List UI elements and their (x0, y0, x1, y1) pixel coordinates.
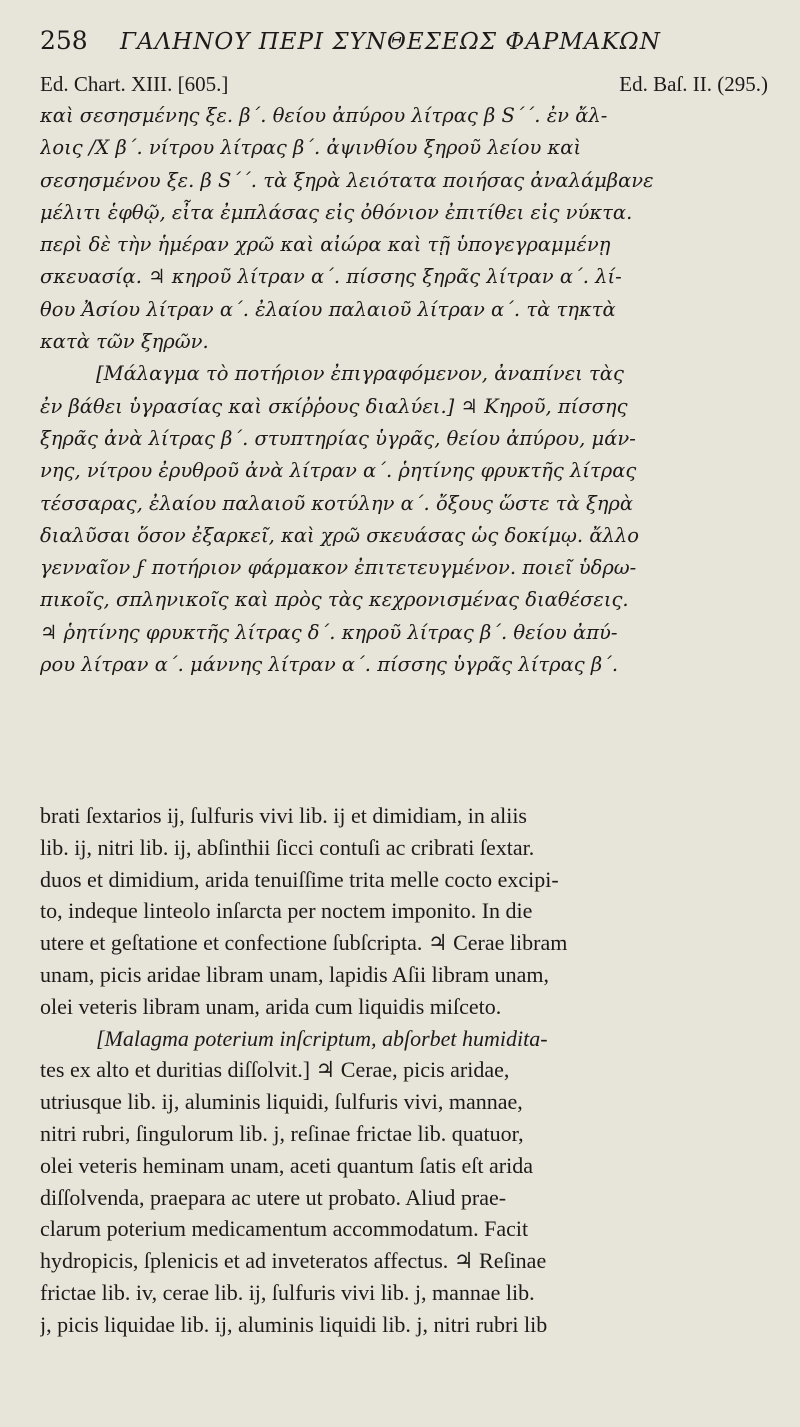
greek-line: ρου λίτραν α΄. μάννης λίτραν α΄. πίσσης ὑγρᾶς λίτρας β΄. (40, 653, 619, 677)
latin-line: tes ex alto et duritias diſſolvit.] ♃ Cerae, picis aridae, (40, 1057, 510, 1083)
greek-line: πικοῖς, σπληνικοῖς καὶ πρὸς τὰς κεχρονισμένας διαθέσεις. (40, 588, 629, 612)
latin-line: j, picis liquidae lib. ij, aluminis liquidi lib. j, nitri rubri lib (40, 1311, 548, 1337)
latin-line: frictae lib. iv, cerae lib. ij, ſulfuris vivi lib. j, mannae lib. (40, 1279, 535, 1305)
greek-line: νης, νίτρου ἐρυθροῦ ἀνὰ λίτραν α΄. ῥητίνης φρυκτῆς λίτρας (40, 459, 637, 483)
greek-line: περὶ δὲ τὴν ἡμέραν χρῶ καὶ αἰώρα καὶ τῇ ὑπογεγραμμένῃ (40, 233, 611, 257)
greek-line: σκευασίᾳ. ♃ κηροῦ λίτραν α΄. πίσσης ξηρᾶς λίτραν α΄. λί- (40, 265, 622, 289)
edition-references (40, 72, 768, 97)
latin-line: olei veteris heminam unam, aceti quantum ſatis eſt arida (40, 1152, 534, 1178)
latin-line: brati ſextarios ij, ſulfuris vivi lib. ij et dimidiam, in aliis (40, 803, 527, 828)
greek-line: κατὰ τῶν ξηρῶν. (40, 330, 209, 354)
latin-line: utere et geſtatione et confectione ſubſcripta. ♃ Cerae libram (40, 930, 568, 956)
greek-line: γενναῖον ϝ ποτήριον φάρμακον ἐπιτετευγμένον. ποιεῖ ὑδρω- (40, 556, 637, 580)
latin-text-block (40, 800, 770, 1341)
latin-line: unam, picis aridae libram unam, lapidis Aſii libram unam, (40, 961, 549, 987)
latin-line: hydropicis, ſplenicis et ad inveteratos affectus. ♃ Reſinae (40, 1248, 547, 1274)
running-title: ΓΑΛΗΝΟΥ ΠΕΡΙ ΣΥΝΘΕΣΕΩΣ ΦΑΡΜΑΚΩΝ (120, 29, 661, 55)
latin-line: olei veteris libram unam, arida cum liquidis miſceto. (40, 993, 502, 1019)
greek-line: ἐν βάθει ὑγρασίας καὶ σκίῤῥους διαλύει.] ♃ Κηροῦ, πίσσης (40, 394, 628, 418)
latin-line: clarum poterium medicamentum accommodatum. Facit (40, 1216, 529, 1242)
edition-chartier: Ed. Chart. XIII. [605.] (40, 72, 229, 96)
latin-line: to, indeque linteolo inſarcta per noctem imponito. In die (40, 898, 533, 924)
greek-text-block (40, 100, 770, 681)
edition-basel: Ed. Baſ. II. (295.) (619, 72, 768, 96)
greek-line: [Μάλαγμα τὸ ποτήριον ἐπιγραφόμενον, ἀναπίνει τὰς (96, 362, 624, 386)
page-number: 258 (40, 26, 88, 55)
page-header (40, 26, 760, 66)
greek-line: διαλῦσαι ὅσον ἐξαρκεῖ, καὶ χρῶ σκευάσας ὡς δοκίμῳ. ἄλλο (40, 523, 639, 547)
latin-line: utriusque lib. ij, aluminis liquidi, ſulfuris vivi, mannae, (40, 1089, 523, 1115)
greek-line: ξηρᾶς ἀνὰ λίτρας β΄. στυπτηρίας ὑγρᾶς, θείου ἀπύρου, μάν- (40, 426, 636, 450)
latin-line: duos et dimidium, arida tenuiſſime trita melle cocto excipi- (40, 866, 559, 892)
latin-line: nitri rubri, ſingulorum lib. j, reſinae frictae lib. quatuor, (40, 1120, 524, 1146)
latin-line: lib. ij, nitri lib. ij, abſinthii ſicci contuſi ac cribrati ſextar. (40, 834, 535, 860)
greek-line: λοις /X β΄. νίτρου λίτρας β΄. ἀψινθίου ξηροῦ λείου καὶ (40, 136, 582, 160)
greek-line: καὶ σεσησμένης ξε. β΄. θείου ἀπύρου λίτρας β S΄΄. ἐν ἄλ- (40, 104, 608, 127)
latin-line: [Malagma poterium inſcriptum, abſorbet humidita- (96, 1025, 548, 1051)
greek-line: ♃ ῥητίνης φρυκτῆς λίτρας δ΄. κηροῦ λίτρας β΄. θείου ἀπύ- (40, 620, 618, 644)
greek-line: μέλιτι ἑφθῷ, εἶτα ἐμπλάσας εἰς ὀθόνιον ἐπιτίθει εἰς νύκτα. (40, 200, 633, 224)
greek-line: θου Ἀσίου λίτραν α΄. ἐλαίου παλαιοῦ λίτραν α΄. τὰ τηκτὰ (40, 297, 616, 321)
latin-line: diſſolvenda, praepara ac utere ut probato. Aliud prae- (40, 1184, 507, 1210)
greek-line: σεσησμένου ξε. β S΄΄. τὰ ξηρὰ λειότατα ποιήσας ἀναλάμβανε (40, 168, 654, 192)
greek-line: τέσσαρας, ἐλαίου παλαιοῦ κοτύλην α΄. ὄξους ὥστε τὰ ξηρὰ (40, 491, 634, 515)
